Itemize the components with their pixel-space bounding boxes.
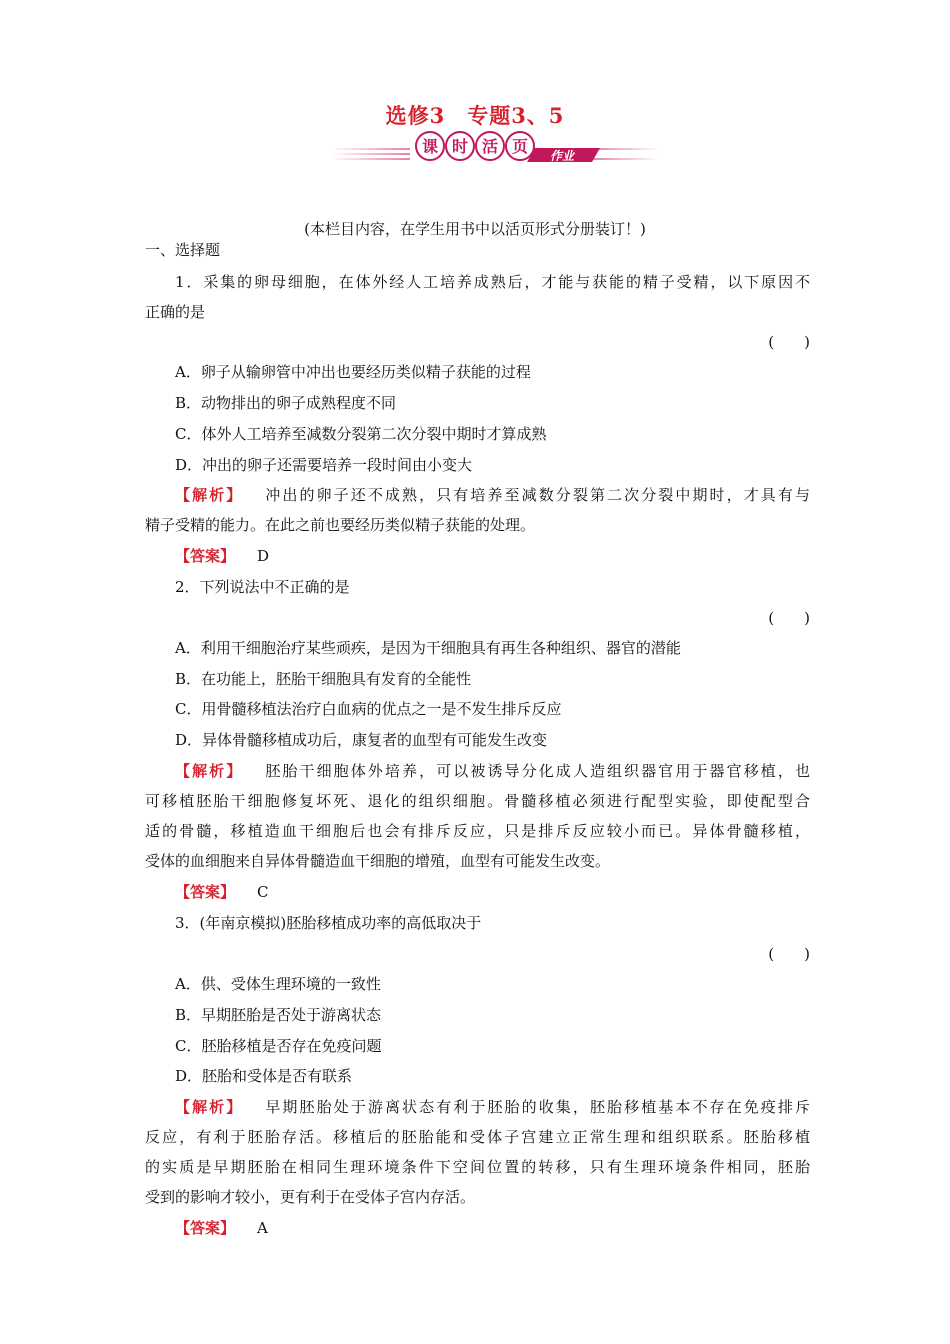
- q1-analysis-text: 冲出的卵子还不成熟，只有培养至减数分裂第二次分裂中期时，才具有与: [265, 486, 810, 504]
- page-title: 选修3 专题3、5: [385, 103, 565, 128]
- q1-answer-blank: ( ): [768, 333, 810, 351]
- q2-answer-value: C: [257, 883, 269, 901]
- q2-option-c: C．用骨髓移植法治疗白血病的优点之一是不发生排斥反应: [175, 700, 562, 718]
- q2-option-d: D．异体骨髓移植成功后，康复者的血型有可能发生改变: [175, 731, 548, 749]
- q2-answer: [175, 877, 269, 907]
- q2-option-b: B．在功能上，胚胎干细胞具有发育的全能性: [175, 670, 472, 688]
- q1-option-a: A．卵子从输卵管中冲出也要经历类似精子获能的过程: [175, 363, 531, 381]
- q3-answer-value: A: [257, 1219, 268, 1237]
- banner-char-1: 课: [421, 137, 439, 156]
- q3-analysis-line2: 反应，有利于胚胎存活。移植后的胚胎能和受体子宫建立正常生理和组织联系。胚胎移植: [145, 1128, 810, 1146]
- q3-analysis-line3: 的实质是早期胚胎在相同生理环境条件下空间位置的转移，只有生理环境条件相同，胚胎: [145, 1158, 810, 1176]
- answer-tag: 【答案】: [175, 883, 236, 901]
- q3-option-d: D．胚胎和受体是否有联系: [175, 1067, 353, 1085]
- q1-answer-value: D: [257, 547, 270, 565]
- q1-stem-line1: 1．采集的卵母细胞，在体外经人工培养成熟后，才能与获能的精子受精，以下原因不: [175, 273, 810, 291]
- q2-option-a: A．利用干细胞治疗某些顽疾，是因为干细胞具有再生各种组织、器官的潜能: [175, 639, 681, 657]
- q3-option-a: A．供、受体生理环境的一致性: [175, 975, 381, 993]
- q2-answer-blank: ( ): [768, 609, 810, 627]
- q2-stem-line1: 2．下列说法中不正确的是: [175, 578, 350, 596]
- q1-stem-line2: 正确的是: [145, 303, 206, 321]
- q3-analysis-line4: 受到的影响才较小，更有利于在受体子宫内存活。: [145, 1188, 476, 1206]
- q2-analysis-line4: 受体的血细胞来自异体骨髓造血干细胞的增殖，血型有可能发生改变。: [145, 852, 611, 870]
- banner-char-4: 页: [511, 137, 529, 156]
- q3-analysis-line1: [175, 1092, 810, 1122]
- q3-stem-line1: 3．(年南京模拟)胚胎移植成功率的高低取决于: [175, 914, 482, 932]
- q1-option-c: C．体外人工培养至减数分裂第二次分裂中期时才算成熟: [175, 425, 547, 443]
- answer-tag: 【答案】: [175, 1219, 236, 1237]
- q3-analysis-text: 早期胚胎处于游离状态有利于胚胎的收集，胚胎移植基本不存在免疫排斥: [265, 1098, 810, 1116]
- q2-analysis-text: 胚胎干细胞体外培养，可以被诱导分化成人造组织器官用于器官移植，也: [265, 762, 810, 780]
- q2-analysis-line1: [175, 756, 810, 786]
- q3-answer: [175, 1213, 268, 1243]
- q1-analysis-line1: [175, 480, 810, 510]
- q1-option-d: D．冲出的卵子还需要培养一段时间由小变大: [175, 456, 473, 474]
- banner-graphic: [330, 130, 660, 174]
- q1-option-b: B．动物排出的卵子成熟程度不同: [175, 394, 397, 412]
- q1-analysis-line2: 精子受精的能力。在此之前也要经历类似精子获能的处理。: [145, 516, 536, 534]
- section-heading: 一、选择题: [145, 241, 221, 259]
- banner-char-2: 时: [451, 137, 469, 156]
- q2-analysis-line2: 可移植胚胎干细胞修复坏死、退化的组织细胞。骨髓移植必须进行配型实验，即使配型合: [145, 792, 810, 810]
- analysis-tag: 【解析】: [175, 762, 244, 780]
- analysis-tag: 【解析】: [175, 486, 244, 504]
- binding-note: (本栏目内容，在学生用书中以活页形式分册装订！): [304, 220, 646, 238]
- answer-tag: 【答案】: [175, 547, 236, 565]
- banner-sub-label: 作业: [549, 149, 575, 163]
- q3-option-c: C．胚胎移植是否存在免疫问题: [175, 1037, 382, 1055]
- analysis-tag: 【解析】: [175, 1098, 244, 1116]
- lesson-banner: [330, 130, 660, 174]
- q1-answer: [175, 541, 269, 571]
- banner-char-3: 活: [481, 137, 499, 156]
- q3-answer-blank: ( ): [768, 945, 810, 963]
- q2-analysis-line3: 适的骨髓，移植造血干细胞后也会有排斥反应，只是排斥反应较小而已。异体骨髓移植，: [145, 822, 810, 840]
- q3-option-b: B．早期胚胎是否处于游离状态: [175, 1006, 382, 1024]
